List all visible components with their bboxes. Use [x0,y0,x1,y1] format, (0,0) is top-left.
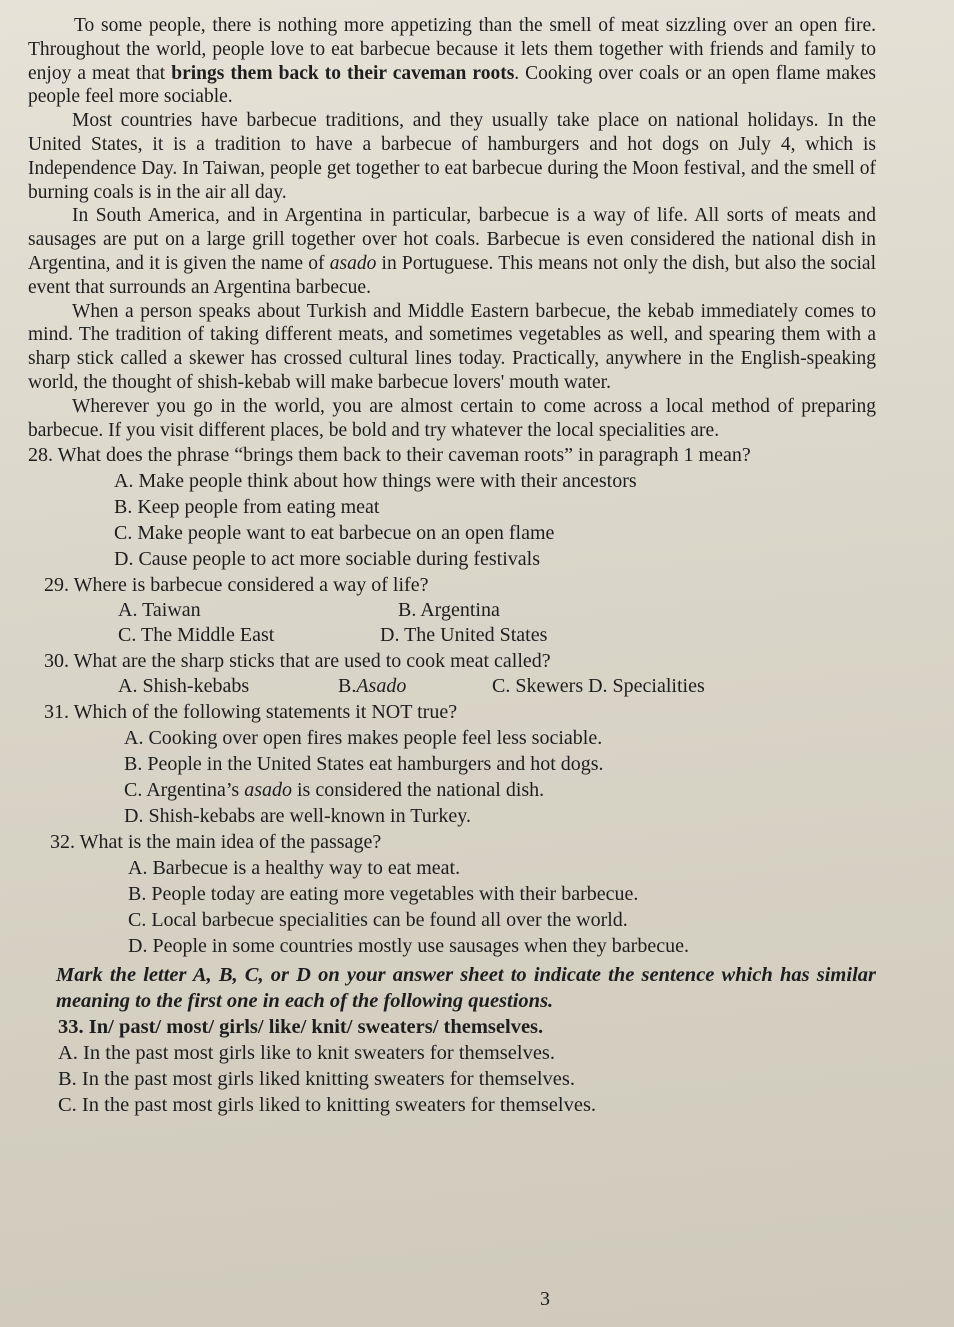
question-31-option-b: B. People in the United States eat hamburgers and hot dogs. [124,753,604,776]
question-31-option-c [124,777,876,803]
question-30-option-b-letter: B. [338,675,357,698]
paragraph-1-text-start: To some people, there is nothing more appetizing than the smell of meat sizzling over an open fire. Throughout the world, people love to eat barbecue because it lets them together with friends and family to enjoy a meat that [28,15,876,84]
question-28-option-a: A. Make people think about how things were with their ancestors [114,470,637,493]
paragraph-3-text-end: in Portuguese. This means not only the dish, but also the social event that surrounds an Argentina barbecue. [28,252,877,298]
question-29-stem: 29. Where is barbecue considered a way of life? [44,574,429,597]
question-32-option-b: B. People today are eating more vegetables with their barbecue. [128,883,639,906]
question-33-option-a: A. In the past most girls like to knit sweaters for themselves. [58,1042,556,1065]
page-number: 3 [540,1288,550,1310]
question-31-option-a: A. Cooking over open fires makes people feel less sociable. [124,727,603,750]
question-29-option-a: A. Taiwan [118,599,201,622]
question-28-option-c: C. Make people want to eat barbecue on an open flame [114,522,555,545]
question-28-stem: 28. What does the phrase “brings them back to their caveman roots” in paragraph 1 mean? [28,444,751,467]
highlighted-phrase: brings them back to their caveman roots [171,62,515,84]
passage-paragraph-1 [28,14,876,109]
question-29-options-row-1 [118,598,876,623]
reading-passage [28,14,876,442]
passage-paragraph-5: Wherever you go in the world, you are almost certain to come across a local method of preparing barbecue. If you visit different places, be bold and try whatever the local specialities are. [28,395,876,441]
section-instruction: Mark the letter A, B, C, or D on your answer sheet to indicate the sentence which has similar meaning to the first one in each of the following questions. [56,964,876,1013]
question-29-option-d: D. The United States [380,624,548,647]
question-31-option-c-end: is considered the national dish. [291,779,545,802]
question-30-option-b [338,674,492,699]
question-28-option-b: B. Keep people from eating meat [114,496,380,519]
paragraph-3-text-start: In South America, and in Argentina in particular, barbecue is a way of life. All sorts of meats and sausages are put on a large grill together over hot coals. Barbecue is even considered the national dish in Argentina, and it is given the name of [28,205,876,274]
question-31 [28,699,876,829]
question-31-stem: 31. Which of the following statements it NOT true? [44,701,458,724]
question-32-option-a: A. Barbecue is a healthy way to eat meat. [128,857,461,880]
question-29-option-c: C. The Middle East [118,624,275,647]
question-31-option-c-asado: asado [244,779,292,802]
question-30-option-a: A. Shish-kebabs [118,675,250,698]
passage-paragraph-4: When a person speaks about Turkish and Middle Eastern barbecue, the kebab immediately comes to mind. The tradition of taking different meats, and sometimes vegetables as well, and spearing them with a sharp stick called a skewer has crossed cultural lines today. Practically, anywhere in the English-speaking world, the thought of shish-kebab will make barbecue lovers' mouth water. [28,300,876,393]
question-31-option-c-start: C. Argentina’s [124,779,245,802]
question-30-options-c-d: C. Skewers D. Specialities [492,675,705,698]
question-33-stem: 33. In/ past/ most/ girls/ like/ knit/ sweaters/ themselves. [58,1016,544,1039]
passage-paragraph-2: Most countries have barbecue traditions, and they usually take place on national holidays. In the United States, it is a tradition to have a barbecue of hamburgers and hot dogs on July 4, which is Independence Day. In Taiwan, people get together to eat barbecue during the Moon festival, and the smell of burning coals is in the air all day. [28,110,876,203]
question-30-option-b-text: Asado [356,675,407,698]
question-30-stem: 30. What are the sharp sticks that are used to cook meat called? [44,650,551,673]
question-33-option-c: C. In the past most girls liked to knitting sweaters for themselves. [58,1094,597,1117]
question-31-option-d: D. Shish-kebabs are well-known in Turkey. [124,805,472,828]
question-32-option-d: D. People in some countries mostly use sausages when they barbecue. [128,935,689,958]
question-32-stem: 32. What is the main idea of the passage? [50,831,382,854]
question-30 [28,648,876,699]
question-33 [28,1014,876,1118]
passage-paragraph-3 [28,204,876,299]
question-28-option-d: D. Cause people to act more sociable during festivals [114,548,540,571]
question-30-options-row [118,674,876,699]
paragraph-1-text-end: . Cooking over coals or an open flame makes people feel more sociable. [28,62,876,108]
question-32 [28,829,876,959]
question-29 [28,572,876,648]
question-29-options-row-2 [118,623,876,648]
question-32-option-c: C. Local barbecue specialities can be found all over the world. [128,909,628,932]
question-29-option-b: B. Argentina [398,599,500,622]
question-33-option-b: B. In the past most girls liked knitting sweaters for themselves. [58,1068,575,1091]
question-28 [28,442,876,572]
asado-term: asado [329,252,377,274]
